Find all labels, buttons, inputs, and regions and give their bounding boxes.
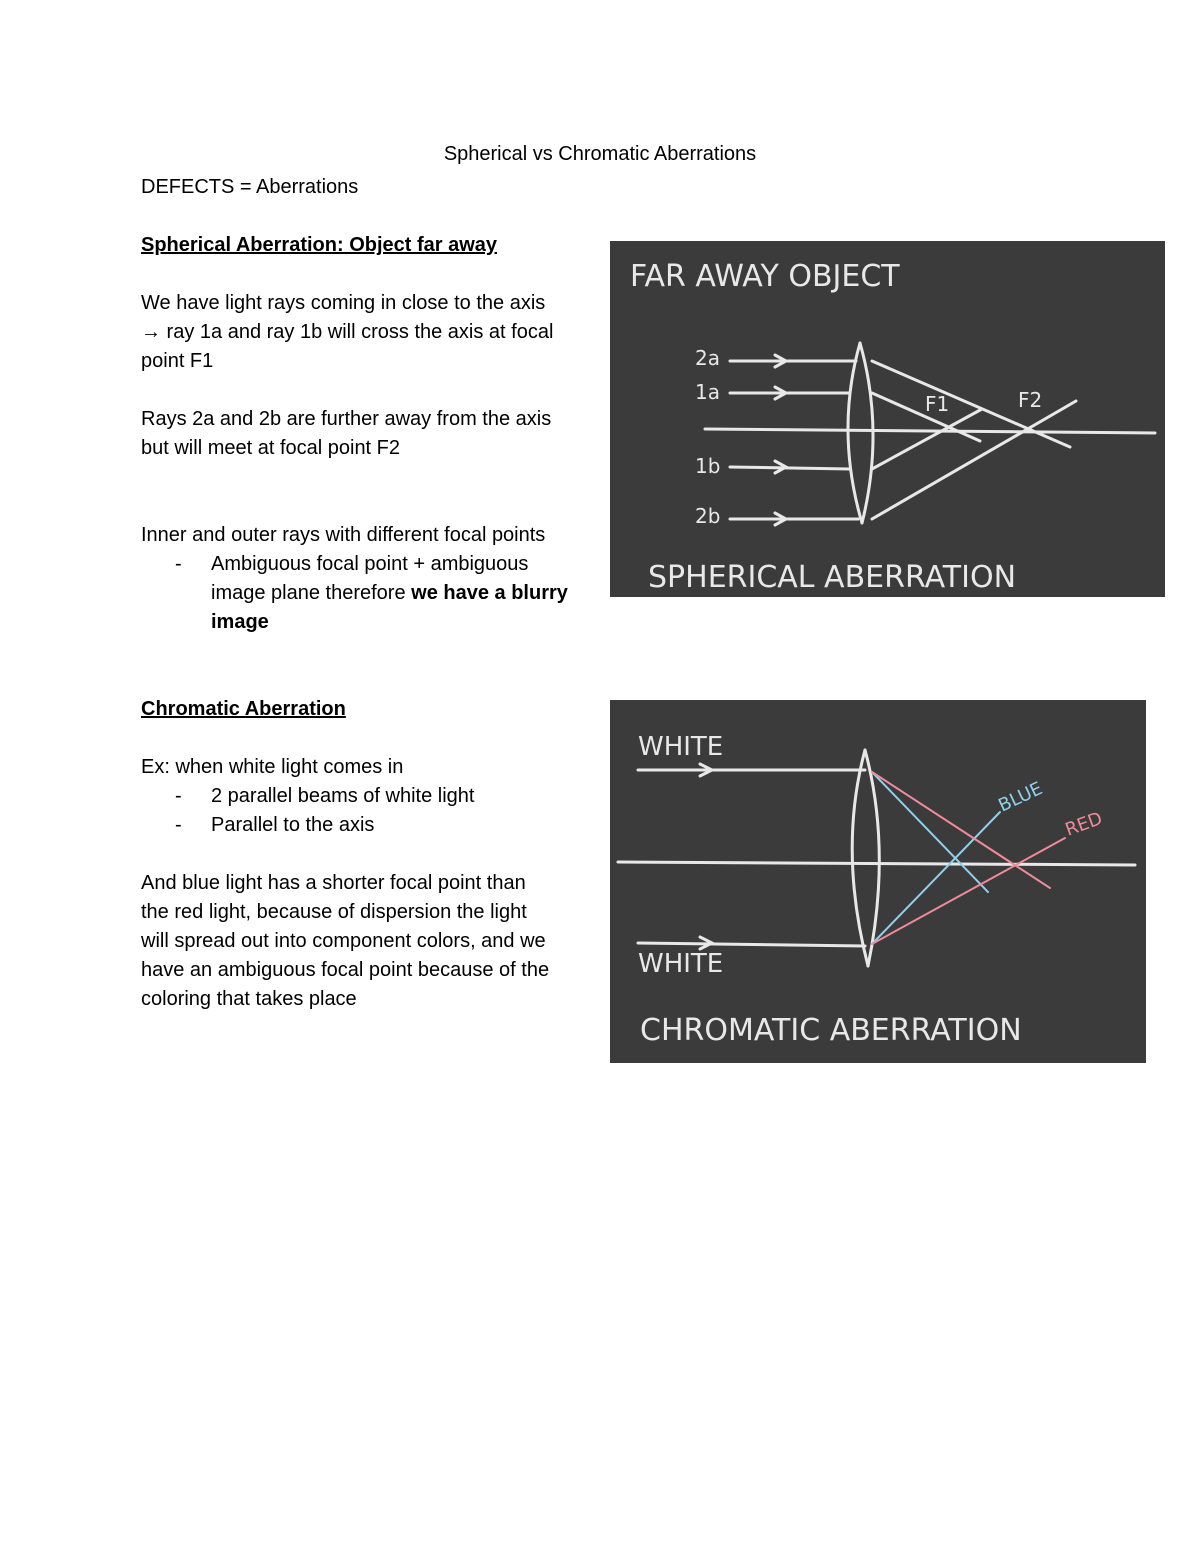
ray-label-2a: 2a (695, 346, 720, 370)
spherical-p2-line2: but will meet at focal point F2 (141, 437, 401, 459)
spherical-p1-line2-text: ray 1a and ray 1b will cross the axis at focal (161, 321, 554, 343)
spherical-bullet (141, 550, 601, 637)
spherical-p1-line1: We have light rays coming in close to the axis (141, 292, 546, 314)
bullet-dash: - (175, 553, 182, 575)
bullet-line2-bold: we have a blurry (411, 582, 568, 604)
chromatic-p2-line: have an ambiguous focal point because of the (141, 959, 550, 981)
chromatic-p2-line: will spread out into component colors, and we (141, 930, 546, 952)
chromatic-paragraph-2 (141, 869, 601, 1014)
spherical-paragraph-3: Inner and outer rays with different focal points (141, 524, 546, 546)
diagram-bottom-label: SPHERICAL ABERRATION (648, 560, 1017, 595)
ray-label-1a: 1a (695, 380, 720, 404)
bullet-dash: - (175, 785, 182, 807)
blue-label: BLUE (995, 778, 1046, 817)
chromatic-bullet-1 (141, 782, 601, 811)
text-column (141, 173, 601, 1014)
bullet-line3-bold: image (211, 611, 269, 633)
bullet-line1: Ambiguous focal point + ambiguous (211, 553, 529, 575)
spherical-paragraph-2 (141, 405, 601, 463)
defects-line: DEFECTS = Aberrations (141, 176, 359, 198)
chromatic-bullet-2-text: Parallel to the axis (211, 814, 375, 836)
ray-label-1b: 1b (695, 454, 721, 478)
spherical-aberration-image (610, 241, 1165, 597)
chromatic-paragraph-1: Ex: when white light comes in (141, 756, 404, 778)
red-label: RED (1062, 808, 1106, 841)
chromatic-bullet-1-text: 2 parallel beams of white light (211, 785, 475, 807)
arrow-icon: → (141, 321, 161, 343)
bullet-line3 (211, 608, 601, 637)
spherical-paragraph-1 (141, 289, 601, 376)
white-top-label: WHITE (638, 732, 724, 762)
diagram-bottom-label: CHROMATIC ABERRATION (640, 1013, 1022, 1048)
bullet-line2-normal: image plane therefore (211, 582, 412, 604)
chromatic-aberration-diagram (610, 700, 1146, 1063)
ray-label-2b: 2b (695, 504, 721, 528)
white-bottom-label: WHITE (638, 949, 724, 979)
spherical-aberration-diagram (610, 241, 1165, 597)
spherical-heading: Spherical Aberration: Object far away (141, 234, 498, 256)
document-title: Spherical vs Chromatic Aberrations (443, 143, 757, 165)
chromatic-heading: Chromatic Aberration (141, 698, 346, 720)
chromatic-p2-line: coloring that takes place (141, 988, 357, 1010)
chromatic-aberration-image (610, 700, 1146, 1063)
spherical-p2-line1: Rays 2a and 2b are further away from the axis (141, 408, 552, 430)
bullet-dash: - (175, 814, 182, 836)
chromatic-bullet-2 (141, 811, 601, 840)
bullet-line2 (211, 579, 601, 608)
chromatic-p2-line: the red light, because of dispersion the light (141, 901, 527, 923)
focal-label-f1: F1 (925, 392, 950, 416)
chromatic-p2-line: And blue light has a shorter focal point than (141, 872, 526, 894)
diagram-top-label: FAR AWAY OBJECT (630, 259, 900, 294)
focal-label-f2: F2 (1018, 388, 1043, 412)
spherical-p1-line3: point F1 (141, 350, 214, 372)
spherical-p1-line2 (141, 318, 601, 347)
